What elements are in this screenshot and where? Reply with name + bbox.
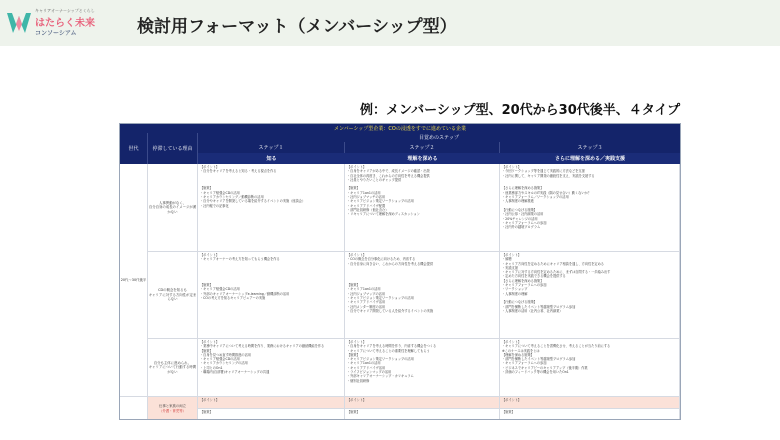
cell-line: ・社内ジョブマップの活用 (347, 291, 386, 296)
cell-line: 【施策】 (347, 283, 360, 288)
cell-line: ・キャリア勉強会CDの活用 (200, 357, 240, 362)
logo-tagline: キャリアオーナーシップとくらし (35, 8, 95, 13)
cell-line: ・今回ワークショップ等を通じて実践的に方法などを支援 (502, 169, 585, 174)
cell-line: ・社内ジョブマッチの活用 (347, 195, 386, 200)
cell-line: ・職場内(自部署)キャリアオーナーシップの共通 (200, 370, 270, 375)
cell-line: ・社内メンター制度の活用 (347, 304, 386, 309)
cell-line: 【行動につなげる施策】 (502, 300, 537, 305)
cell-line: 【施策】 (200, 283, 213, 288)
cell-line: ・COの考え方を知るキャリアビュアーの実施 (200, 295, 266, 300)
reason-cell-extra: 仕事と家族の両立 （介護・育児等） (148, 397, 198, 420)
step-cell (500, 164, 680, 252)
step-cell (345, 164, 500, 252)
cell-line: ・社内報での記事化 (200, 203, 229, 208)
cell-line: ・キャリアアドバイザ活用 (347, 300, 386, 305)
cell-line: ・キャリアに対する方向性を定めるために、まずは自問する・一歩踏み出す (502, 270, 611, 275)
cell-line: ・キャリアカウンセリング／動機診断の活用 (200, 195, 264, 200)
logo-subtitle: コンソーシアム (35, 30, 77, 37)
reason-cell: CDの概念を知るも キャリアに対する方向性が定まらない (148, 252, 198, 339)
step-cell (198, 164, 345, 252)
cell-line: ・部門を横断したイベント等越境型プログラム参加 (502, 357, 576, 362)
reason-header: 停滞している理由 (148, 133, 198, 164)
cell-line: 【ポイント】 (347, 253, 367, 257)
cell-line: ・自社全体の再度き、これからの方向性を考える機会提供 (347, 173, 430, 178)
goal-header: 目覚めのステップ (198, 133, 680, 142)
cell-line: ・他業務部力やスキルのIT実践（隔の見せ合い）勤くないか？ (502, 190, 591, 195)
step1-header: ステップ１ (198, 142, 345, 153)
cell-line: ・キャリア方向性を定めるためにキャリア相談を通し、方向性を定める (502, 261, 604, 266)
extra-point-cell: 【ポイント】 (345, 397, 500, 409)
cell-line: 【ポイント】 (200, 165, 220, 169)
cell-line: ・キャリア1on1の活用 (347, 361, 381, 366)
logo-wordmark: はたらく未来 (35, 18, 95, 29)
cell-line: 【施策】 (347, 186, 360, 191)
extra-point-cell: 【ポイント】 (500, 397, 680, 409)
cell-line: 【ポイント】 (502, 253, 522, 257)
step-cell (500, 339, 680, 397)
cell-line: ・キャリアアドバイザ配置 (347, 203, 386, 208)
cell-line: 【ポイント】 (502, 340, 522, 344)
generation-label: 20代〜30代後半 (120, 277, 147, 282)
cell-line: ・人事制度の活用（社内公募、社内副業） (502, 308, 563, 313)
format-table (119, 123, 681, 420)
cell-line: ・業務中キャリアについて考える時間を作り、業務におけるキャリアの継続機能を作る (200, 344, 325, 349)
header-bar (0, 0, 780, 46)
step2-header: ステップ２ (345, 142, 500, 153)
cell-line: ・キャリアビジョン策定ワークショップの活用 (347, 357, 414, 362)
cell-line: ・外部のキャリアオーナーシップe-learning／動機診断の活用 (200, 291, 290, 296)
cell-line: ・自分自身に向き合い、これからの方向性を考える機会提供 (347, 261, 434, 266)
reason-cell: 人事異動がなく、 自分自身の成長のイメージが湧かない (148, 164, 198, 252)
step1-goal: 知る (266, 156, 277, 162)
cell-line: ・ワークショップ (502, 287, 528, 292)
cell-line: ・部門社員研修（他社含む） (347, 207, 389, 212)
cell-line: 【ポイント】 (347, 340, 367, 344)
cell-line: ・キャリア勉強会CDの活用 (200, 287, 240, 292)
extra-point-cell: 【ポイント】 (198, 397, 345, 409)
step3-header: ステップ３ (500, 142, 680, 153)
table-banner: メンバーシップ型企業：COの浸透をすでに進めている企業 (120, 124, 680, 133)
cell-line: ・20%チャレンジの活用 (502, 216, 538, 221)
cell-line: ・社内に関して、キャリア開発の継続性を支え、実践を支援する (502, 173, 595, 178)
cell-line: ・社内公募・社内副業の活用 (502, 212, 544, 217)
cell-line: 【施策】 (200, 348, 213, 353)
cell-line: ・キャリアビジョン策定ワークショップの活用 (347, 295, 414, 300)
cell-line: ・キャリアフォーラム／ワークショップの活用 (502, 195, 569, 200)
cell-line: ・キャリアアドバイザ活用 (347, 365, 386, 370)
step-cell (500, 252, 680, 339)
cell-line: ・キャリア1on1の活用 (347, 190, 381, 195)
cell-line: ・個別社員研修 (347, 378, 370, 383)
cell-line: ・自身を見つめ直す時間推進の活用 (200, 352, 251, 357)
reason-cell: 自分も主体に進められ、 キャリアについて行動する時間がない (148, 339, 198, 397)
step-cell (198, 339, 345, 397)
cell-line: ・キャリアについて考えることを習慣化させ、考えることが当たり前にする (502, 344, 611, 349)
cell-line: 【さらに理解を深める施策】 (502, 278, 544, 283)
cell-line: ・部門を横断したイベント等越境型プログラム参加 (502, 304, 576, 309)
generation-header: 世代 (120, 133, 148, 164)
cell-line: 【施策】 (347, 352, 360, 357)
cell-line: ・キャリアカウンセリングの活用 (200, 361, 248, 366)
cell-line: ・社内外の越境プログラム (502, 225, 541, 230)
cell-line: ・自分やキャリアを開発している場を紹介するイベントの実施（座談会） (200, 199, 306, 204)
cell-line: 【ポイント】 (502, 165, 522, 169)
cell-line: ※このケースは実践をとは (502, 348, 540, 353)
example-title: 例：メンバーシップ型、20代から30代後半、４タイプ (360, 103, 681, 118)
cell-line: 【ポイント】 (200, 340, 220, 344)
cell-line: ・ビジネスでキャリアピーのキャリアアップ（後半期）作業 (502, 365, 588, 370)
cell-line: ・キャリアビジョン策定ワークショップの活用 (347, 199, 414, 204)
cell-line: ・キャリア勉強会CDの活用 (200, 190, 240, 195)
cell-line: ・キャリア1on1の活用 (347, 287, 381, 292)
cell-line: ・自分をキャリアを考えると知る・考える視点を作る (200, 169, 277, 174)
cell-line: ・自身をキャリアを考える時間を作り、内省する機会をつくる (347, 344, 437, 349)
cell-line: ・外部キャリアオーナーシップ・カリキュラム (347, 374, 414, 379)
step-cell (345, 252, 500, 339)
cell-line: ・キャリアフォーラムへの参加 (502, 361, 547, 366)
step2-goal: 理解を深める (407, 156, 438, 162)
generation-cell (120, 164, 148, 397)
step3-goal: さらに理解を深める／実践支援 (554, 156, 625, 162)
cell-line: 【ポイント】 (347, 165, 367, 169)
cell-line: ・キャリアフォーラムへの参加 (502, 283, 547, 288)
extra-measure-cell: 【施策】 (345, 409, 500, 420)
cell-line: ・人事制度の理解推進 (502, 199, 534, 204)
cell-line: ・キャリアオーナーの考え方を知ってもらう機会を作る (200, 257, 280, 262)
cell-line: ・傾聴 (502, 257, 512, 262)
cell-line: ・自分でキャリア開発している人を紹介するイベントの実施 (347, 308, 434, 313)
consortium-logo[interactable] (6, 7, 106, 39)
step-cell (198, 252, 345, 339)
step-cell (345, 339, 500, 397)
logo-mark-icon (6, 11, 32, 35)
cell-line: 【行動につなげる施策】 (502, 207, 537, 212)
page-title: 検討用フォーマット（メンバーシップ型） (137, 17, 457, 37)
cell-line: 【理解を深める施策】 (502, 352, 534, 357)
cell-line: ・COの概念を自分事化に向けるため、内省する (347, 257, 416, 262)
cell-line: ・ライフビジョンマップの活用 (347, 370, 392, 375)
cell-line: ・キャリアフォーラムへの参加 (502, 220, 547, 225)
cell-line: ・リキャリアについて理解を深めディスカッション (347, 212, 420, 217)
generation-cell-empty (120, 397, 148, 420)
cell-line: ・評価のフィードバック等の機会を用いたOn1 (502, 370, 569, 375)
cell-line: 【さらに理解を深める施策】 (502, 186, 544, 191)
cell-line: ・自身をキャリアがある中で、成長イメージの確認・出発 (347, 169, 430, 174)
extra-measure-cell: 【施策】 (500, 409, 680, 420)
cell-line: ・キャリアについて考えることの重要性を理解してもらう (347, 348, 430, 353)
cell-line: ・上司とのOn1 (200, 365, 223, 370)
cell-line: ・社員とやりたいことのギャップ提供 (347, 177, 402, 182)
cell-line: 【施策】 (200, 186, 213, 191)
cell-line: ・定めた方向性を実践できる機会を提供する (502, 274, 566, 279)
cell-line: 【ポイント】 (200, 253, 220, 257)
cell-line: ・人事制度の理解 (502, 291, 528, 296)
extra-measure-cell: 【施策】 (198, 409, 345, 420)
cell-line: ・実践支援 (502, 265, 518, 270)
